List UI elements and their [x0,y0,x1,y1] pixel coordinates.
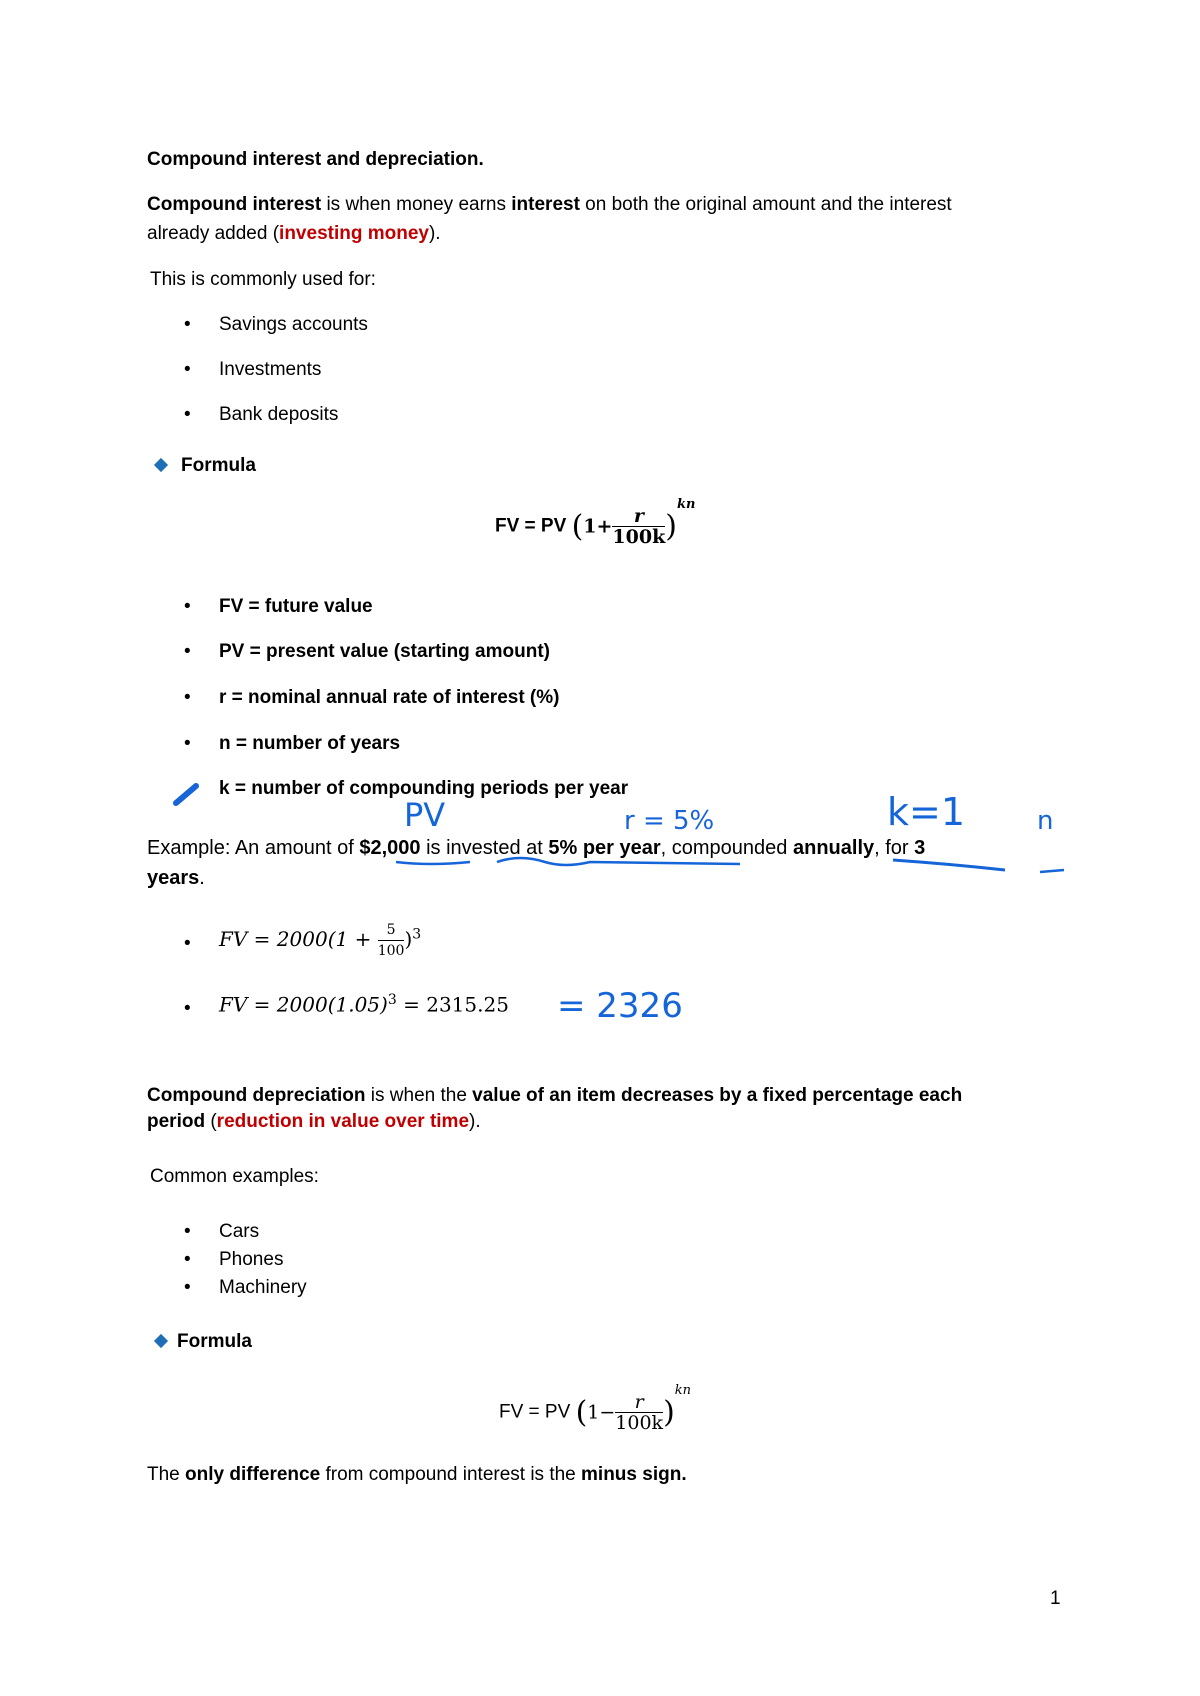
example-years-number: 3 [914,837,926,859]
example-years-word: years [147,867,200,889]
calc-text: ) [404,927,413,951]
calc-result: = 2315.25 [396,992,509,1017]
bullet: • [184,933,191,954]
checkmark-stroke [176,786,196,803]
fraction-denominator: 100 [377,943,405,959]
paren: ( [575,1395,588,1430]
example-rate: 5% per year [548,837,661,859]
formula-label: Formula [181,455,256,476]
list-item: Cars [219,1221,260,1242]
paren: ) [665,509,677,544]
text: , compounded [660,837,793,859]
bullet: • [184,359,191,380]
calc-text: FV = 2000(1 + [219,927,378,951]
term-minus-sign: minus sign. [581,1464,687,1485]
formula-exponent: kn [674,1383,692,1399]
underline-stroke [1040,870,1064,872]
highlight-reduction: reduction in value over time [216,1111,470,1132]
page-number: 1 [1050,1588,1061,1609]
fraction-numerator: r [612,506,665,527]
text: on both the original amount and the interest [579,194,952,215]
uses-intro: This is commonly used for: [150,269,376,290]
text: ( [205,1111,217,1132]
bullet: • [184,1221,191,1242]
bullet: • [184,1249,191,1270]
calc-exponent: 3 [387,992,397,1008]
fraction-numerator: 5 [378,920,405,941]
formula-lhs: FV = PV [495,515,567,537]
term-compound-depreciation: Compound depreciation [147,1085,366,1106]
text: ). [428,223,441,244]
bullet: • [184,404,191,425]
depreciation-definition-line1 [147,1082,962,1110]
bullet: • [184,998,191,1019]
bullet: • [184,1277,191,1298]
handwritten-pv: PV [404,796,446,834]
fraction-numerator: r [615,1392,663,1413]
example-frequency: annually [792,837,875,859]
text: from compound interest is the [320,1464,582,1485]
list-item: Investments [219,359,322,380]
text: The [147,1464,186,1485]
handwritten-answer: = 2326 [557,986,683,1026]
paren: ) [663,1395,675,1430]
term-value-decrease: value of an item decreases by a fixed percentage each [472,1085,963,1106]
underline-stroke [497,858,740,865]
handwritten-n: n [1037,806,1054,836]
formula-one: 1− [587,1401,616,1424]
fraction-denominator: 100k [612,526,666,548]
formula-exponent: kn [676,497,696,513]
formula-one: 1+ [583,515,613,538]
variable-item: n = number of years [219,733,401,754]
page-title: Compound interest and depreciation. [147,149,484,170]
bullet: • [184,687,191,708]
formula-compound-depreciation [499,1383,692,1434]
example-amount: $2,000 [359,837,421,859]
text: already added ( [147,223,280,244]
term-interest: interest [511,194,580,215]
paren: ( [571,509,584,544]
bullet: • [184,733,191,754]
variable-item: FV = future value [219,596,373,617]
formula-lhs: FV = PV [499,1401,571,1423]
term-compound-interest: Compound interest [147,194,322,215]
list-item: Bank deposits [219,404,339,425]
formula-fraction [615,1392,663,1433]
highlight-investing-money: investing money [279,223,429,244]
list-item: Savings accounts [219,314,368,335]
closing-line [147,1461,687,1489]
text: is when money earns [321,194,512,215]
list-item: Phones [219,1249,284,1270]
list-item: Machinery [219,1277,307,1298]
bullet: • [184,641,191,662]
text: Example: An amount of [147,837,360,859]
text: is when the [365,1085,473,1106]
handwritten-rate: r = 5% [624,806,715,836]
fraction-denominator: 100k [615,1412,664,1434]
variable-item: r = nominal annual rate of interest (%) [219,687,560,708]
variable-item: k = number of compounding periods per year [219,778,629,799]
variable-item: PV = present value (starting amount) [219,641,550,662]
underline-stroke [893,860,1005,870]
text: is invested at [420,837,549,859]
text: . [199,867,205,889]
formula-label: Formula [177,1331,252,1352]
term-only-difference: only difference [185,1464,321,1485]
examples-intro: Common examples: [150,1166,319,1187]
text: , for [874,837,915,859]
handwritten-k: k=1 [887,790,966,834]
term-period: period [147,1111,206,1132]
underline-stroke [396,862,470,864]
calc-exponent: 3 [412,926,422,943]
text: ). [469,1111,481,1132]
bullet: • [184,596,191,617]
depreciation-definition-line2 [147,1108,481,1136]
bullet: • [184,314,191,335]
calc-text: FV = 2000(1.05) [219,992,388,1017]
